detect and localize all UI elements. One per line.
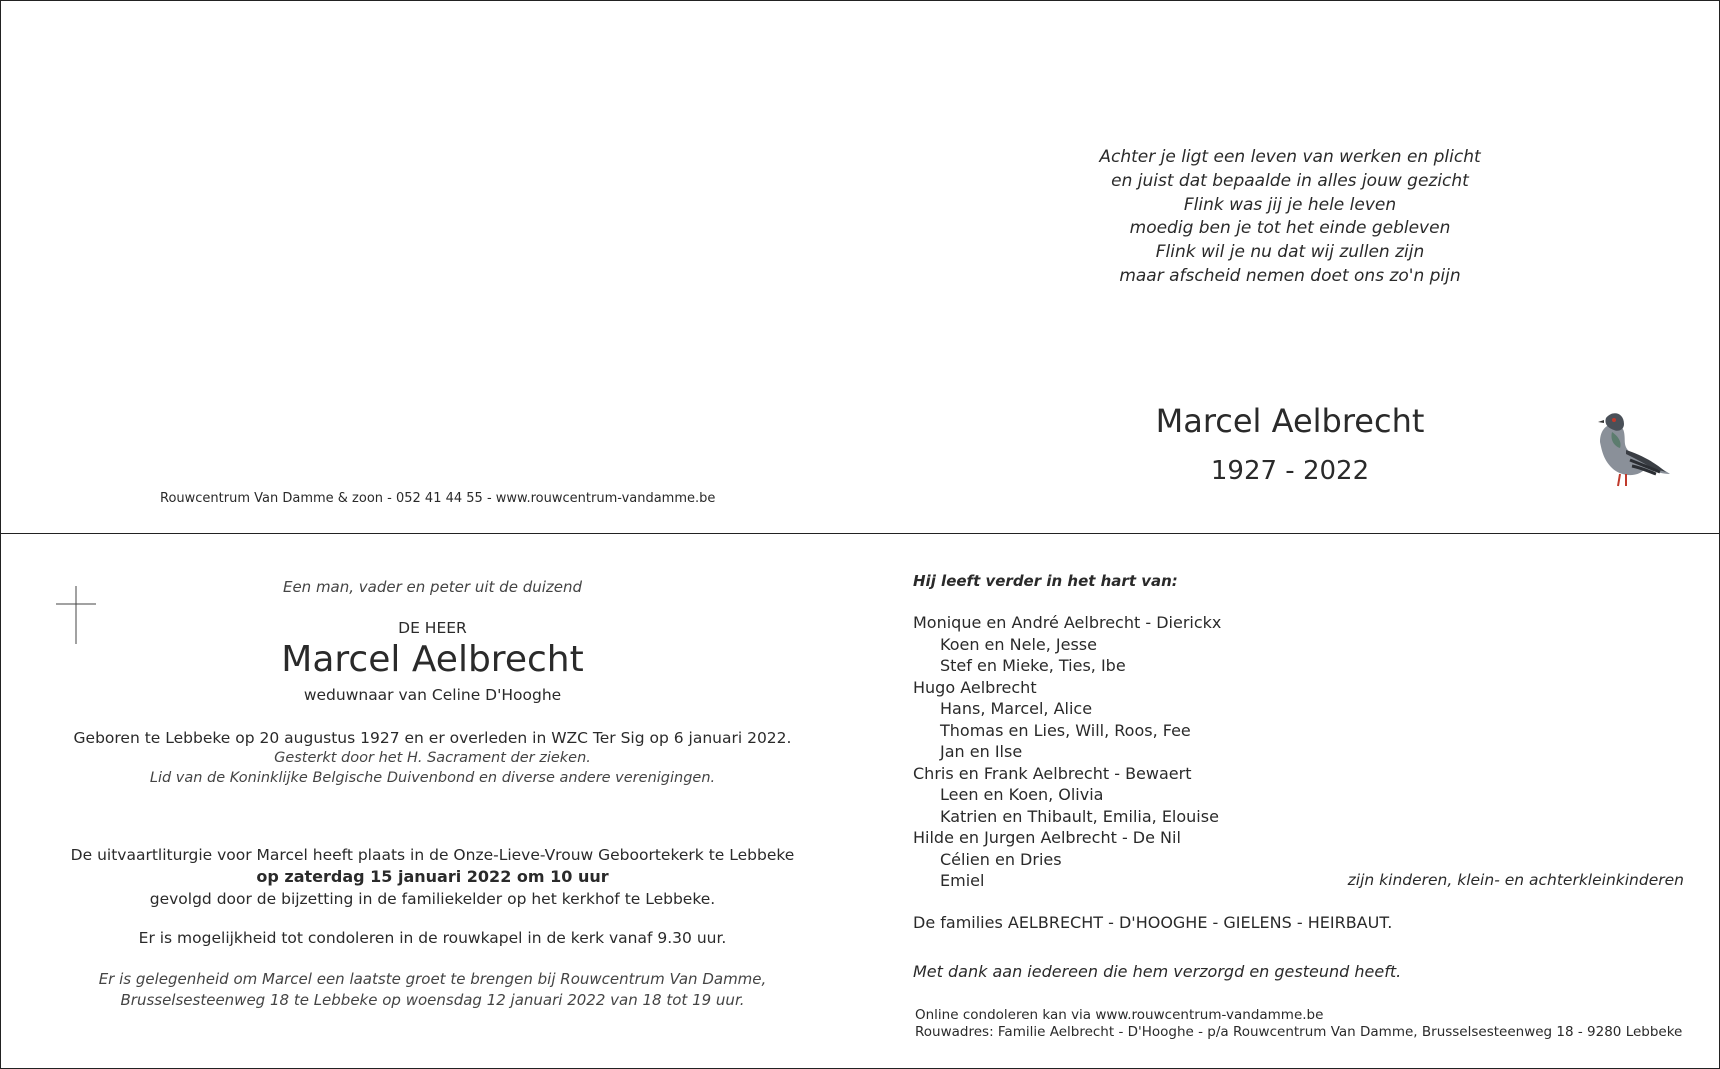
burial: gevolgd door de bijzetting in de familiekelder op het kerkhof te Lebbeke. [149,890,716,908]
family-member-grandchildren: Stef en Mieke, Ties, Ibe [940,656,1126,675]
bio-paragraph [40,728,825,788]
birth-death: Geboren te Lebbeke op 20 augustus 1927 en er overleden in WZC Ter Sig op 6 januari 2022. [73,729,792,747]
membership: Lid van de Koninklijke Belgische Duivenbond en diverse andere verenigingen. [149,770,716,786]
family-member-child: Hilde en Jurgen Aelbrecht - De Nil [913,828,1181,847]
family-member-grandchildren: Thomas en Lies, Will, Roos, Fee [940,720,1191,740]
sacrament: Gesterkt door het H. Sacrament der zieken. [274,750,591,766]
family-member-child: Chris en Frank Aelbrecht - Bewaert [913,763,1192,783]
poem-line: Achter je ligt een leven van werken en plicht [1099,147,1481,167]
family-member-child: Monique en André Aelbrecht - Dierickx [913,613,1222,632]
front-years: 1927 - 2022 [1210,456,1370,486]
farewell-paragraph [40,969,825,1011]
online-condolence: Online condoleren kan via www.rouwcentrum-vandamme.be [915,1007,1324,1023]
farewell-line: Er is gelegenheid om Marcel een laatste groet te brengen bij Rouwcentrum Van Damme, [98,970,767,988]
family-member-grandchildren: Katrien en Thibault, Emilia, Elouise [940,806,1219,826]
pigeon-icon [1592,402,1672,488]
fold-line [0,533,1720,534]
family-member-grandchildren: Jan en Ilse [940,742,1023,761]
intro-line: Een man, vader en peter uit de duizend [282,578,583,596]
poem-line: en juist dat bepaalde in alles jouw gezicht [1111,170,1469,191]
liturgy: De uitvaartliturgie voor Marcel heeft plaats in de Onze-Lieve-Vrouw Geboortekerk te Lebbeke [70,846,795,864]
poem-line: maar afscheid nemen doet ons zo'n pijn [1119,265,1461,286]
family-member-grandchildren: Emiel [940,871,985,890]
thanks-line: Met dank aan iedereen die hem verzorgd en gesteund heeft. [913,962,1402,981]
poem-line: moedig ben je tot het einde gebleven [1129,218,1451,239]
poem [1040,146,1540,289]
family-heading: Hij leeft verder in het hart van: [913,572,1178,590]
online-info [915,1007,1682,1041]
families-line: De families AELBRECHT - D'HOOGHE - GIELENS - HEIRBAUT. [913,913,1393,932]
farewell-line: Brusselsesteenweg 18 te Lebbeke op woensdag 12 januari 2022 van 18 tot 19 uur. [120,991,745,1009]
family-member-child: Hugo Aelbrecht [913,677,1037,697]
liturgy-paragraph [40,844,825,910]
deceased-name: Marcel Aelbrecht [281,639,584,680]
front-name: Marcel Aelbrecht [1155,402,1425,440]
condolence-church: Er is mogelijkheid tot condoleren in de rouwkapel in de kerk vanaf 9.30 uur. [138,929,727,947]
family-member-grandchildren: Célien en Dries [940,849,1062,869]
kids-note: zijn kinderen, klein- en achterkleinkinderen [1347,871,1684,889]
widower-line: weduwnaar van Celine D'Hooghe [303,686,562,704]
family-member-grandchildren: Koen en Nele, Jesse [940,634,1097,654]
liturgy-date: op zaterdag 15 januari 2022 om 10 uur [256,867,609,886]
family-member-grandchildren: Hans, Marcel, Alice [940,699,1093,718]
funeral-home-contact: Rouwcentrum Van Damme & zoon - 052 41 44 55 - www.rouwcentrum-vandamme.be [160,491,716,506]
mourning-address: Rouwadres: Familie Aelbrecht - D'Hooghe - p/a Rouwcentrum Van Damme, Brusselsesteenweg 18 - 9280 Lebbeke [915,1024,1683,1040]
poem-line: Flink wil je nu dat wij zullen zijn [1155,242,1425,263]
poem-line: Flink was jij je hele leven [1183,194,1397,215]
family-list [913,612,1221,892]
family-member-grandchildren: Leen en Koen, Olivia [940,785,1104,804]
honorific: DE HEER [398,619,467,637]
